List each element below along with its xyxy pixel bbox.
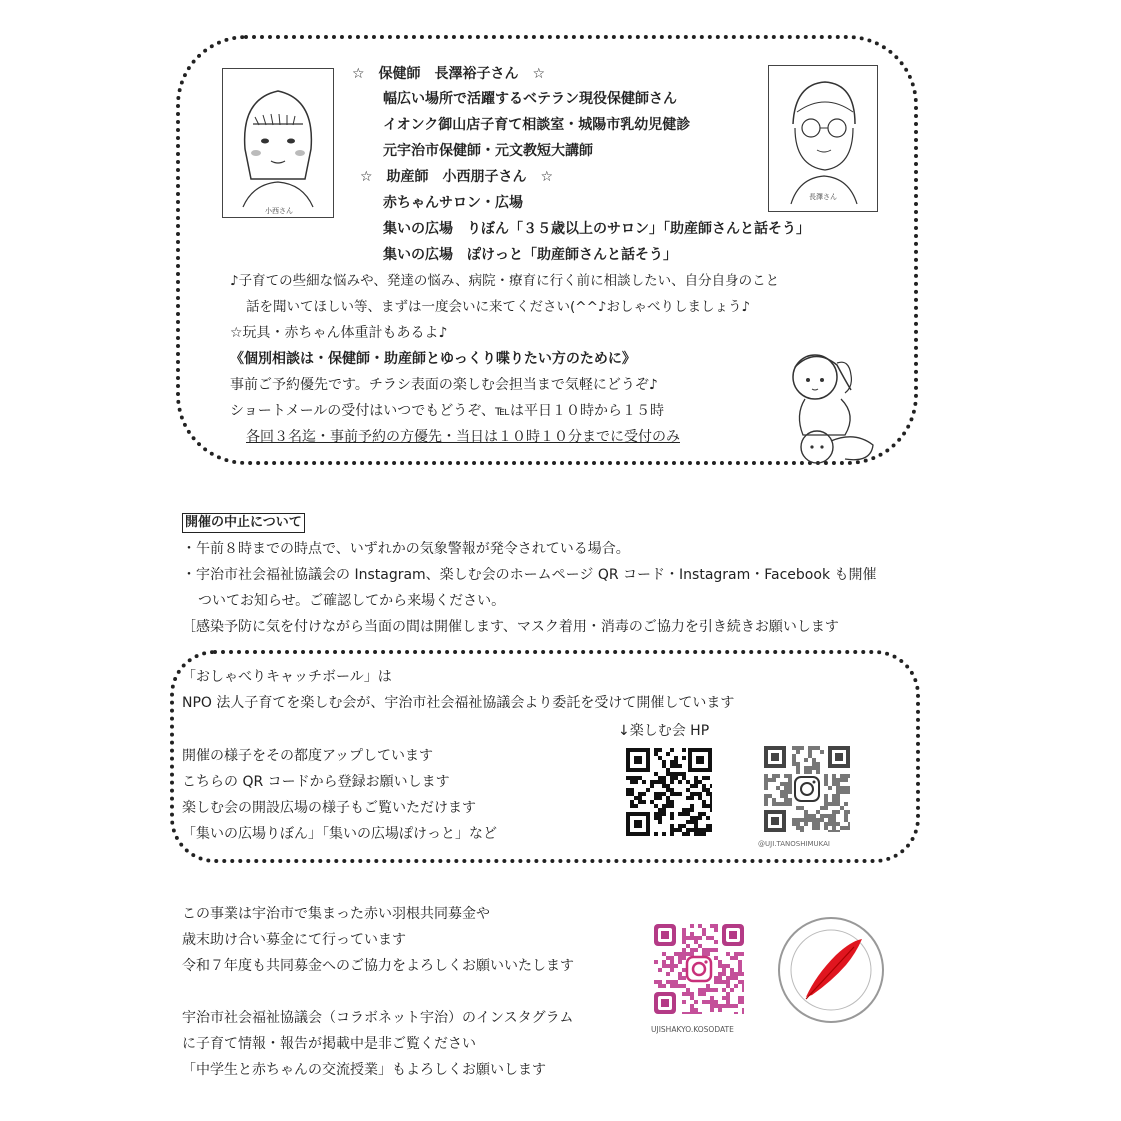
consult-line-4: 《個別相談は・保健師・助産師とゆっくり喋りたい方のために》 bbox=[230, 351, 636, 367]
footer-line-6: 「中学生と赤ちゃんの交流授業」もよろしくお願いします bbox=[182, 1062, 546, 1078]
footer-line-2: 歳末助け合い募金にて行っています bbox=[182, 932, 406, 948]
hokenshi-heading: ☆ 保健師 長澤裕子さん ☆ bbox=[352, 66, 546, 82]
portrait-left-caption: 小西さん bbox=[265, 207, 293, 215]
josanshi-heading: ☆ 助産師 小西朋子さん ☆ bbox=[360, 169, 554, 185]
npo-line-4: こちらの QR コードから登録お願いします bbox=[182, 774, 450, 790]
consult-line-7: 各回３名迄・事前予約の方優先・当日は１０時１０分までに受付のみ bbox=[246, 429, 680, 445]
josanshi-line-3: 集いの広場 ぽけっと「助産師さんと話そう」 bbox=[383, 247, 677, 263]
konishi-portrait bbox=[222, 68, 334, 218]
consult-line-6: ショートメールの受付はいつでもどうぞ、℡は平日１０時から１５時 bbox=[230, 403, 665, 419]
hokenshi-line-2: イオンク御山店子育て相談室・城陽市乳幼児健診 bbox=[383, 117, 691, 133]
npo-line-5: 楽しむ会の開設広場の様子もご覧いただけます bbox=[182, 800, 476, 816]
npo-line-1: 「おしゃべりキャッチボール」は bbox=[182, 669, 392, 685]
cancellation-line-3: ついてお知らせ。ご確認してから来場ください。 bbox=[198, 593, 506, 609]
npo-hp-label: ↓楽しむ会 HP bbox=[618, 723, 710, 739]
hokenshi-line-3: 元宇治市保健師・元文教短大講師 bbox=[383, 143, 593, 159]
npo-line-3: 開催の様子をその都度アップしています bbox=[182, 748, 434, 764]
footer-line-4: 宇治市社会福祉協議会（コラボネット宇治）のインスタグラム bbox=[182, 1010, 574, 1026]
ujishakyo-insta-handle: UJISHAKYO.KOSODATE bbox=[651, 1025, 734, 1034]
tanoshimukai-instagram-qr[interactable] bbox=[764, 746, 850, 832]
footer-line-3: 令和７年度も共同募金へのご協力をよろしくお願いいたします bbox=[182, 958, 574, 974]
footer-line-5: に子育て情報・報告が掲載中是非ご覧ください bbox=[182, 1036, 476, 1052]
npo-line-2: NPO 法人子育てを楽しむ会が、宇治市社会福祉協議会より委託を受けて開催しています bbox=[182, 695, 735, 711]
cancellation-title: 開催の中止について bbox=[182, 513, 305, 533]
mother-baby-illustration bbox=[775, 335, 895, 475]
josanshi-line-1: 赤ちゃんサロン・広場 bbox=[383, 195, 523, 211]
red-feather-logo bbox=[776, 915, 886, 1025]
consult-line-2: 話を聞いてほしい等、まずは一度会いに来てください(^^♪おしゃべりしましょう♪ bbox=[246, 299, 751, 315]
cancellation-line-1: ・午前８時までの時点で、いずれかの気象警報が発令されている場合。 bbox=[182, 541, 630, 557]
tanoshimukai-insta-handle: @UJI.TANOSHIMUKAI bbox=[758, 840, 830, 848]
consult-line-1: ♪子育ての些細な悩みや、発達の悩み、病院・療育に行く前に相談したい、自分自身のこと bbox=[230, 273, 780, 289]
josanshi-line-2: 集いの広場 りぼん「３５歳以上のサロン」「助産師さんと話そう」 bbox=[383, 221, 810, 237]
npo-line-6: 「集いの広場りぼん」「集いの広場ぽけっと」など bbox=[182, 826, 497, 842]
homepage-qr-code[interactable] bbox=[626, 748, 712, 836]
hokenshi-line-1: 幅広い場所で活躍するベテラン現役保健師さん bbox=[383, 91, 677, 107]
woman-face-icon bbox=[223, 69, 333, 217]
man-face-icon bbox=[769, 66, 877, 211]
nagasawa-portrait bbox=[768, 65, 878, 212]
ujishakyo-instagram-qr[interactable] bbox=[654, 924, 744, 1014]
cancellation-line-4: ［感染予防に気を付けながら当面の間は開催します、マスク着用・消毒のご協力を引き続きお願いします bbox=[182, 619, 839, 635]
portrait-right-caption: 長澤さん bbox=[809, 193, 837, 201]
consult-line-3: ☆玩具・赤ちゃん体重計もあるよ♪ bbox=[230, 325, 448, 341]
footer-line-1: この事業は宇治市で集まった赤い羽根共同募金や bbox=[182, 906, 490, 922]
consult-line-5: 事前ご予約優先です。チラシ表面の楽しむ会担当まで気軽にどうぞ♪ bbox=[230, 377, 658, 393]
cancellation-line-2: ・宇治市社会福祉協議会の Instagram、楽しむ会のホームページ QR コード・Instagram・Facebook も開催 bbox=[182, 567, 877, 583]
